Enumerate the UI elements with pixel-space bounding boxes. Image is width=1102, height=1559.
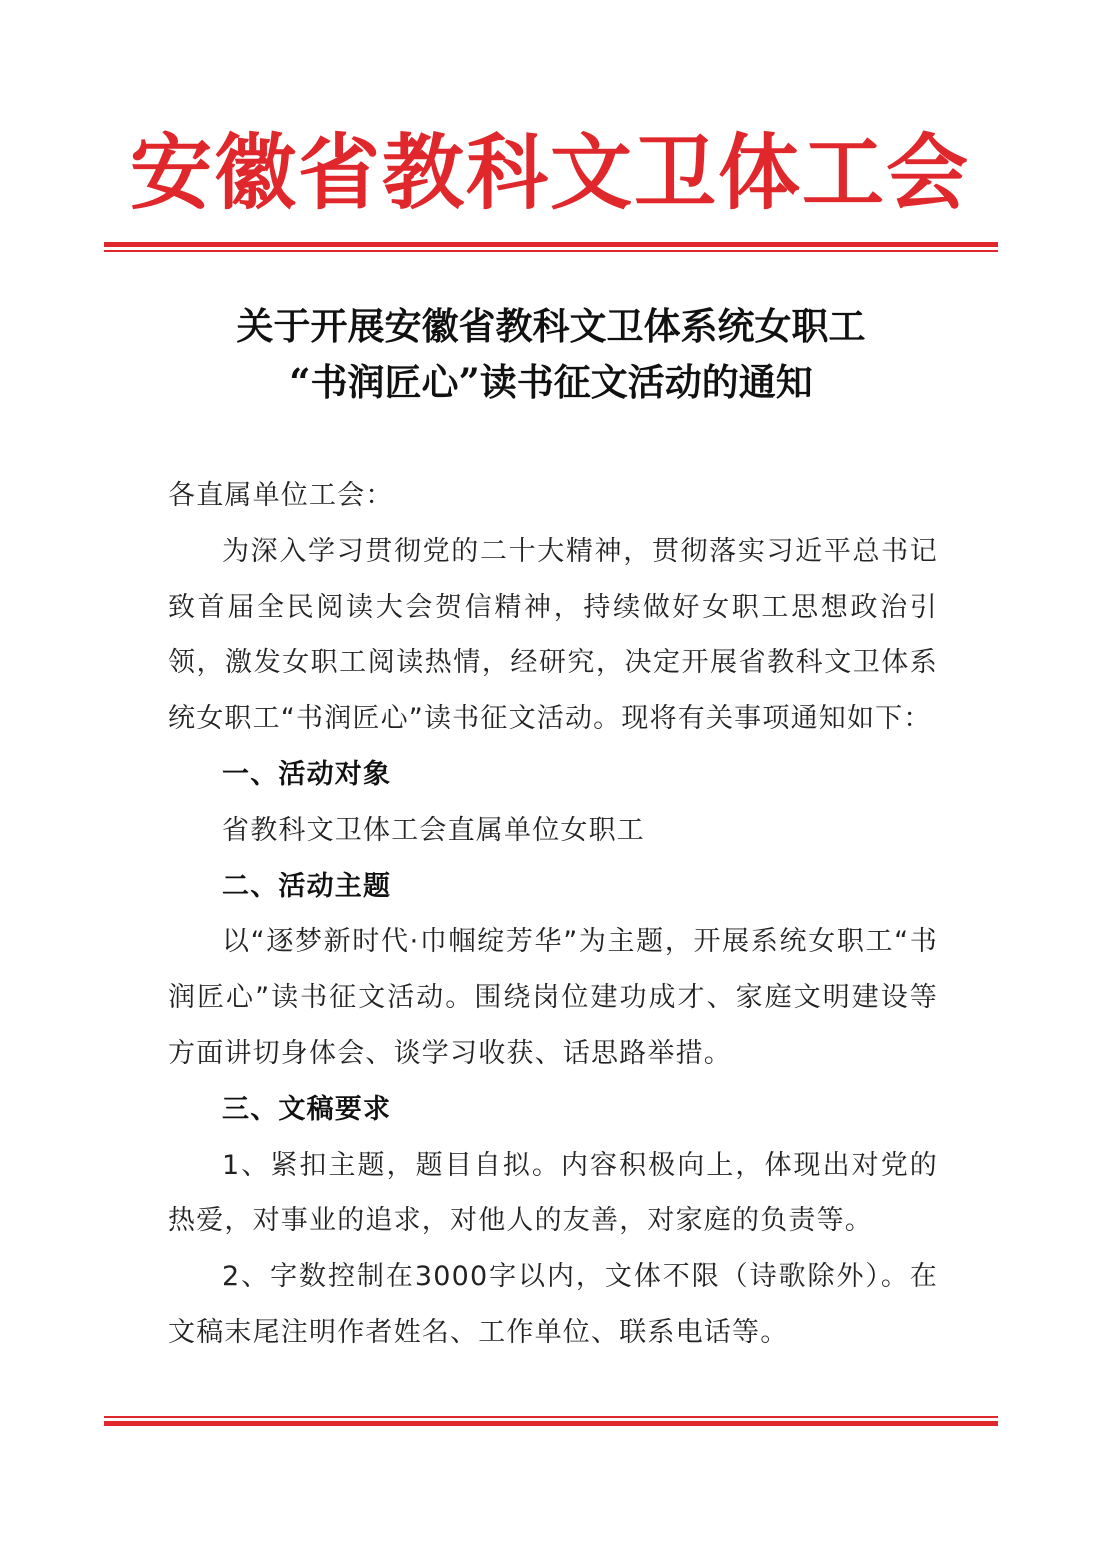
document-title-line-1: 关于开展安徽省教科文卫体系统女职工 bbox=[236, 304, 866, 348]
footer-divider-thin bbox=[104, 1416, 998, 1418]
intro-paragraph: 为深入学习贯彻党的二十大精神，贯彻落实习近平总书记致首届全民阅读大会贺信精神，持续做好女职工思想政治引领，激发女职工阅读热情，经研究，决定开展省教科文卫体系统女职工“书润匠心”读书征文活动。现将有关事项通知如下： bbox=[168, 535, 938, 735]
section-theme-text: 以“逐梦新时代·巾帼绽芳华”为主题，开展系统女职工“书润匠心”读书征文活动。围绕岗位建功成才、家庭文明建设等方面讲切身体会、谈学习收获、话思路举措。 bbox=[168, 926, 938, 1069]
section-target-text: 省教科文卫体工会直属单位女职工 bbox=[222, 814, 645, 846]
document-title-line-2: “书润匠心”读书征文活动的通知 bbox=[289, 360, 813, 404]
document-title bbox=[104, 298, 998, 410]
requirement-item-1: 1、紧扣主题，题目自拟。内容积极向上，体现出对党的热爱，对事业的追求，对他人的友善，对家庭的负责等。 bbox=[168, 1149, 938, 1237]
footer-divider-thick bbox=[104, 1421, 998, 1426]
masthead-divider-thin bbox=[104, 250, 998, 252]
section-heading-theme: 二、活动主题 bbox=[222, 870, 392, 902]
document-body bbox=[168, 468, 938, 1361]
section-heading-requirements: 三、文稿要求 bbox=[222, 1093, 392, 1125]
requirement-item-2: 2、字数控制在3000字以内，文体不限（诗歌除外）。在文稿末尾注明作者姓名、工作单位、联系电话等。 bbox=[168, 1261, 938, 1348]
masthead-org-name: 安徽省教科文卫体工会 bbox=[129, 125, 970, 221]
section-heading-target: 一、活动对象 bbox=[222, 758, 392, 790]
salutation: 各直属单位工会： bbox=[168, 480, 394, 511]
masthead-divider-thick bbox=[104, 242, 998, 247]
